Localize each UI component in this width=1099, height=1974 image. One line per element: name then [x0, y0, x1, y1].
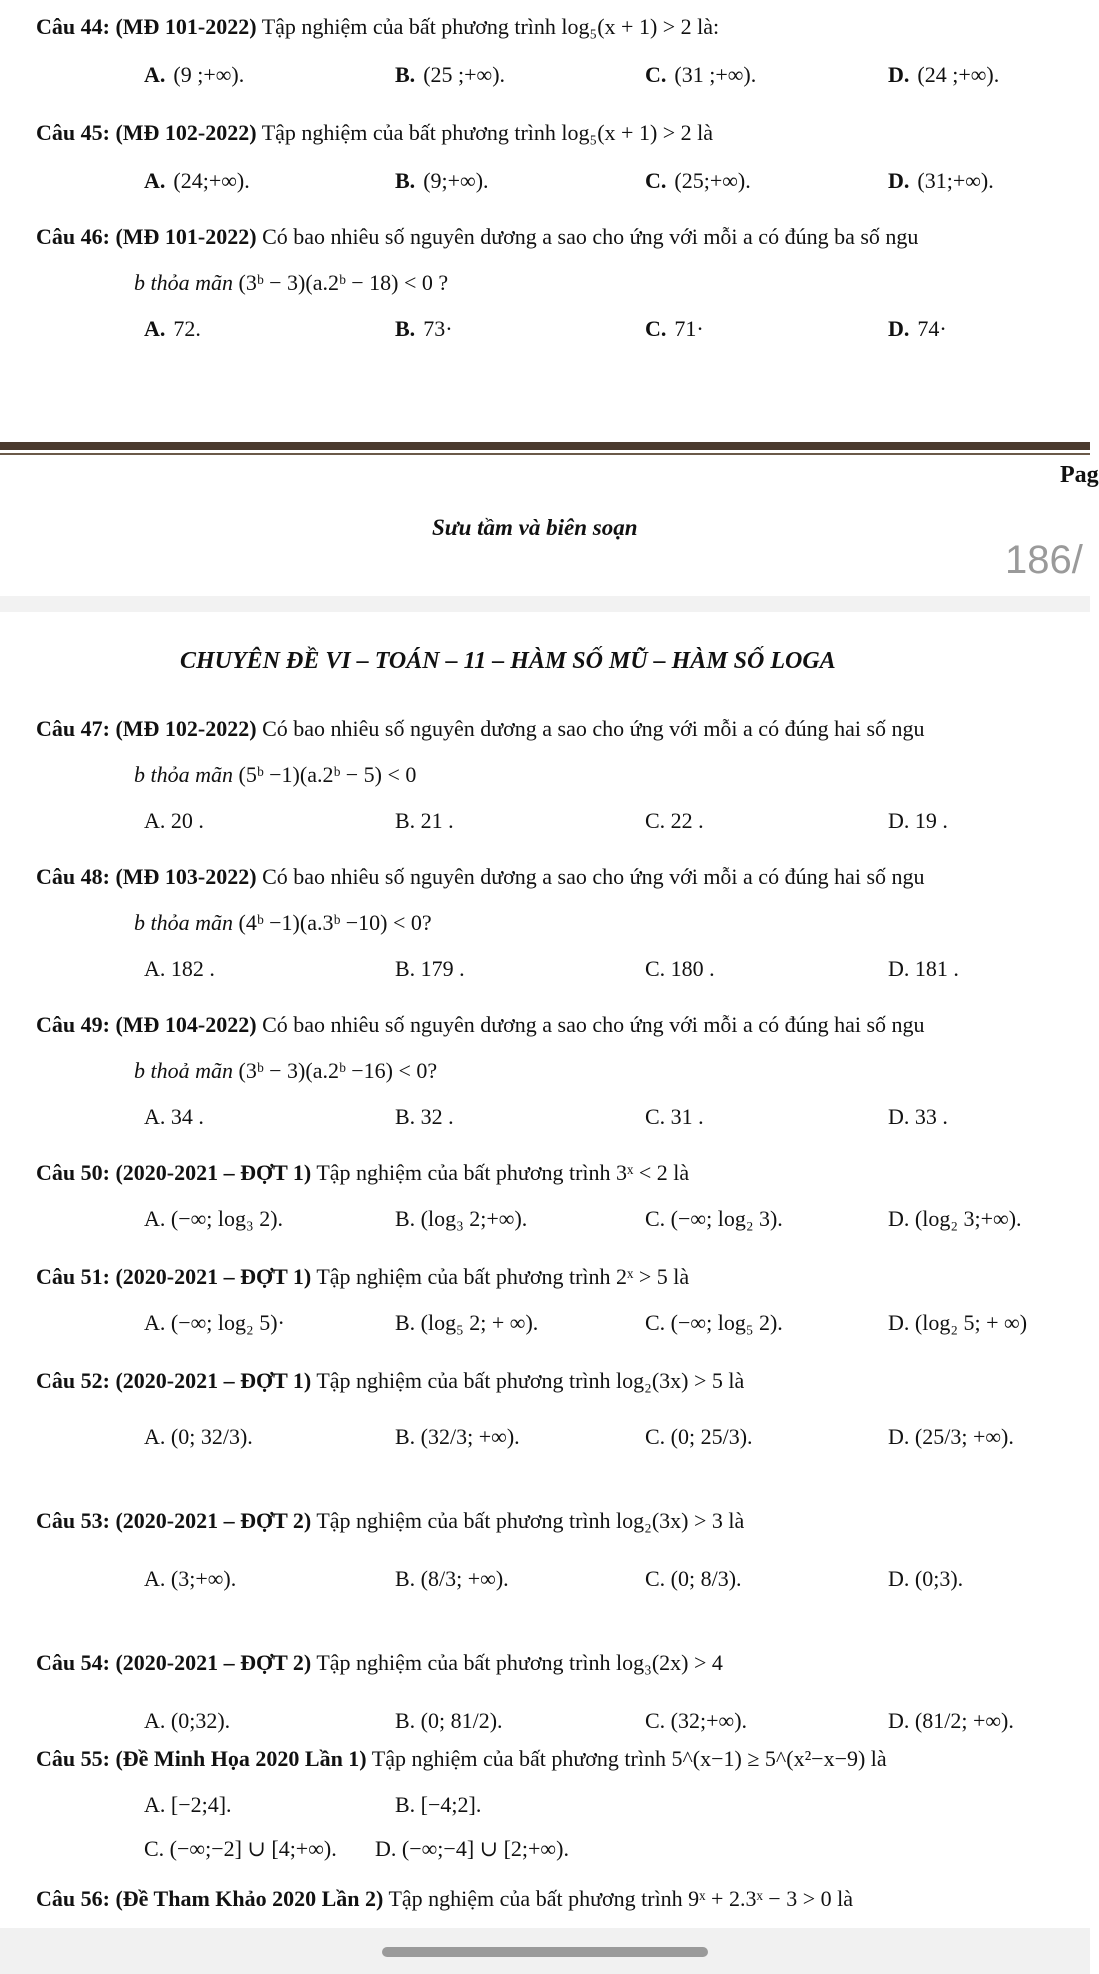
question-source: (2020-2021 – ĐỢT 1) [115, 1368, 312, 1393]
question-source: (MĐ 103-2022) [115, 864, 257, 889]
question-source: (MĐ 102-2022) [115, 120, 257, 145]
option-a: A. (−∞; log₂ 5)· [144, 1310, 285, 1335]
page-label: Pag [1060, 462, 1099, 488]
option-b: B. (32/3; +∞). [395, 1424, 520, 1449]
question-source: (MĐ 102-2022) [115, 716, 257, 741]
option-c: C. (0; 8/3). [645, 1566, 742, 1591]
option-c: C. (−∞;−2] ∪ [4;+∞). [144, 1836, 337, 1861]
question-49-condition [134, 1056, 437, 1086]
question-source: (MĐ 101-2022) [115, 224, 257, 249]
option-b: B. (9;+∞). [395, 168, 489, 193]
option-b: B. (25 ;+∞). [395, 62, 506, 87]
option-b: B. 179 . [395, 956, 465, 981]
condition-expression: (4ᵇ −1)(a.3ᵇ −10) < 0? [238, 910, 432, 935]
condition-label: b thoả mãn [134, 1058, 233, 1083]
condition-label: b thỏa mãn [134, 762, 233, 787]
question-47-condition [134, 760, 416, 790]
option-b: B. (0; 81/2). [395, 1708, 503, 1733]
option-a: A. [−2;4]. [144, 1792, 232, 1817]
option-d: D. (−∞;−4] ∪ [2;+∞). [375, 1836, 569, 1861]
question-source: (MĐ 104-2022) [115, 1012, 257, 1037]
collector-note: Sưu tầm và biên soạn [432, 515, 638, 540]
option-d: D. (81/2; +∞). [888, 1708, 1014, 1733]
question-54 [36, 1648, 723, 1678]
option-c: C. (32;+∞). [645, 1708, 748, 1733]
option-c: C. (25;+∞). [645, 168, 751, 193]
option-c: C. 31 . [645, 1104, 704, 1129]
question-55 [36, 1744, 887, 1774]
question-text: Tập nghiệm của bất phương trình log₂(3x) > 5 là [316, 1368, 745, 1393]
question-source: (Đề Tham Khảo 2020 Lần 2) [115, 1886, 384, 1911]
option-b: B. [−4;2]. [395, 1792, 482, 1817]
question-text: Có bao nhiêu số nguyên dương a sao cho ứng với mỗi a có đúng ba số ngu [262, 224, 919, 249]
option-c: C. 71· [645, 316, 704, 341]
option-d: D. (24 ;+∞). [888, 62, 1000, 87]
question-number: Câu 45: [36, 120, 110, 145]
question-expression: log₅(x + 1) > 2 [561, 120, 692, 145]
option-a: A. (3;+∞). [144, 1566, 237, 1591]
question-number: Câu 49: [36, 1012, 110, 1037]
option-a: A. 34 . [144, 1104, 204, 1129]
question-tail: là [697, 120, 714, 145]
question-number: Câu 56: [36, 1886, 110, 1911]
option-b: B. (log₃ 2;+∞). [395, 1206, 528, 1231]
option-b: B. 73· [395, 316, 453, 341]
option-a: A. 20 . [144, 808, 204, 833]
option-b: B. (log₅ 2; + ∞). [395, 1310, 539, 1335]
question-51 [36, 1262, 689, 1292]
question-source: (2020-2021 – ĐỢT 1) [115, 1264, 312, 1289]
option-d: D. (log₂ 3;+∞). [888, 1206, 1022, 1231]
page-rule-thick [0, 442, 1090, 450]
question-56 [36, 1884, 853, 1914]
question-47 [36, 714, 925, 744]
option-d: D. (31;+∞). [888, 168, 994, 193]
option-d: D. 33 . [888, 1104, 948, 1129]
question-text: Có bao nhiêu số nguyên dương a sao cho ứng với mỗi a có đúng hai số ngu [262, 716, 925, 741]
question-source: (MĐ 101-2022) [115, 14, 257, 39]
question-source: (2020-2021 – ĐỢT 2) [115, 1508, 312, 1533]
question-46-condition [134, 268, 448, 298]
condition-expression: (5ᵇ −1)(a.2ᵇ − 5) < 0 [238, 762, 417, 787]
question-source: (2020-2021 – ĐỢT 2) [115, 1650, 312, 1675]
option-b: B. 21 . [395, 808, 454, 833]
question-text: Tập nghiệm của bất phương trình [261, 120, 556, 145]
question-number: Câu 54: [36, 1650, 110, 1675]
page-gap [0, 596, 1090, 612]
question-number: Câu 53: [36, 1508, 110, 1533]
option-a: A. 72. [144, 316, 201, 341]
question-tail: là: [697, 14, 720, 39]
option-a: A. (−∞; log₃ 2). [144, 1206, 284, 1231]
question-52 [36, 1366, 744, 1396]
option-a: A. (24;+∞). [144, 168, 250, 193]
option-d: D. 74· [888, 316, 947, 341]
option-a: A. (0; 32/3). [144, 1424, 253, 1449]
option-c: C. (−∞; log₂ 3). [645, 1206, 783, 1231]
option-d: D. 181 . [888, 956, 959, 981]
question-text: Tập nghiệm của bất phương trình 3ˣ < 2 là [316, 1160, 690, 1185]
option-c: C. (31 ;+∞). [645, 62, 757, 87]
option-b: B. (8/3; +∞). [395, 1566, 509, 1591]
option-b: B. 32 . [395, 1104, 454, 1129]
question-44 [36, 12, 719, 42]
question-expression: log₅(x + 1) > 2 [561, 14, 692, 39]
question-number: Câu 47: [36, 716, 110, 741]
chapter-heading: CHUYÊN ĐỀ VI – TOÁN – 11 – HÀM SỐ MŨ – HÀM SỐ LOGA [180, 648, 836, 674]
condition-label: b thỏa mãn [134, 270, 233, 295]
option-d: D. (25/3; +∞). [888, 1424, 1014, 1449]
option-c: C. 180 . [645, 956, 715, 981]
question-number: Câu 48: [36, 864, 110, 889]
question-48-condition [134, 908, 432, 938]
question-number: Câu 52: [36, 1368, 110, 1393]
option-d: D. (0;3). [888, 1566, 964, 1591]
question-text: Có bao nhiêu số nguyên dương a sao cho ứng với mỗi a có đúng hai số ngu [262, 864, 925, 889]
question-text: Tập nghiệm của bất phương trình log₂(3x) > 3 là [316, 1508, 745, 1533]
home-indicator-handle[interactable] [382, 1947, 708, 1957]
option-a: A. (9 ;+∞). [144, 62, 245, 87]
question-45 [36, 118, 713, 148]
condition-expression: (3ᵇ − 3)(a.2ᵇ − 18) < 0 ? [238, 270, 449, 295]
option-d: D. 19 . [888, 808, 948, 833]
question-number: Câu 51: [36, 1264, 110, 1289]
question-number: Câu 55: [36, 1746, 110, 1771]
question-53 [36, 1506, 744, 1536]
question-number: Câu 50: [36, 1160, 110, 1185]
option-c: C. 22 . [645, 808, 704, 833]
page-number: 186/ [1005, 538, 1083, 582]
question-text: Tập nghiệm của bất phương trình 2ˣ > 5 là [316, 1264, 690, 1289]
question-text: Có bao nhiêu số nguyên dương a sao cho ứng với mỗi a có đúng hai số ngu [262, 1012, 925, 1037]
option-d: D. (log₂ 5; + ∞) [888, 1310, 1028, 1335]
question-source: (2020-2021 – ĐỢT 1) [115, 1160, 312, 1185]
page-rule-thin [0, 453, 1090, 455]
question-number: Câu 44: [36, 14, 110, 39]
question-text: Tập nghiệm của bất phương trình log₃(2x) > 4 [316, 1650, 723, 1675]
question-50 [36, 1158, 689, 1188]
option-a: A. (0;32). [144, 1708, 231, 1733]
option-a: A. 182 . [144, 956, 215, 981]
question-text: Tập nghiệm của bất phương trình 9ˣ + 2.3ˣ − 3 > 0 là [388, 1886, 853, 1911]
option-c: C. (−∞; log₅ 2). [645, 1310, 783, 1335]
question-46 [36, 222, 918, 252]
question-49 [36, 1010, 925, 1040]
question-text: Tập nghiệm của bất phương trình [261, 14, 556, 39]
question-source: (Đề Minh Họa 2020 Lần 1) [115, 1746, 367, 1771]
condition-label: b thỏa mãn [134, 910, 233, 935]
option-c: C. (0; 25/3). [645, 1424, 753, 1449]
question-text: Tập nghiệm của bất phương trình 5^(x−1) ≥ 5^(x²−x−9) là [371, 1746, 887, 1771]
condition-expression: (3ᵇ − 3)(a.2ᵇ −16) < 0? [238, 1058, 438, 1083]
question-number: Câu 46: [36, 224, 110, 249]
question-48 [36, 862, 925, 892]
